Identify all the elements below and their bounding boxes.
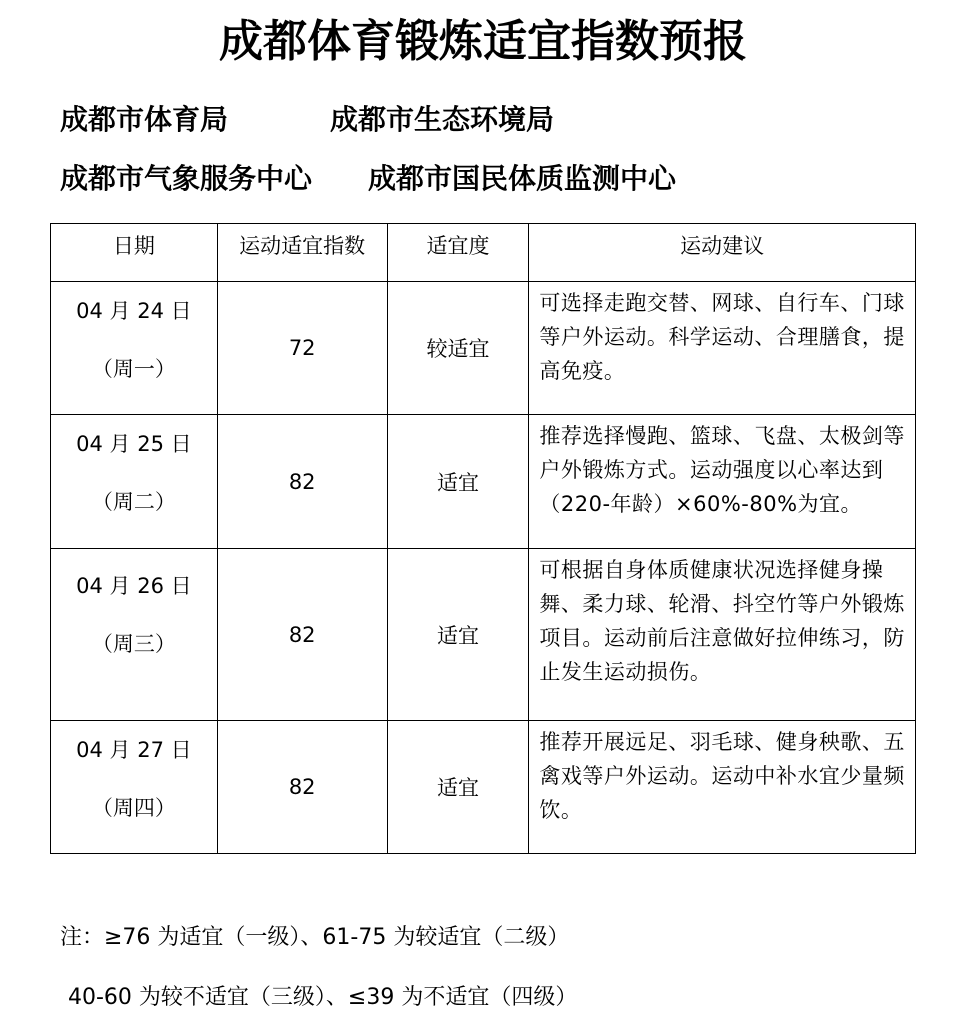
date-text: 04 月 25 日 — [76, 432, 192, 456]
level-cell: 适宜 — [387, 721, 529, 854]
header-date: 日期 — [51, 224, 218, 282]
table-row — [51, 282, 916, 415]
weekday-text: （周一） — [91, 357, 176, 381]
table-row — [51, 721, 916, 854]
date-cell — [51, 282, 218, 415]
org-ecology-bureau: 成都市生态环境局 — [330, 103, 555, 136]
header-index: 运动适宜指数 — [217, 224, 387, 282]
note-line-1: 注：≥76 为适宜（一级）、61-75 为较适宜（二级） — [60, 925, 570, 950]
index-cell: 82 — [217, 549, 387, 721]
date-cell — [51, 721, 218, 854]
index-cell: 72 — [217, 282, 387, 415]
level-cell: 较适宜 — [387, 282, 529, 415]
advice-cell: 推荐开展远足、羽毛球、健身秧歌、五禽戏等户外运动。运动中补水宜少量频饮。 — [529, 721, 916, 854]
page-title: 成都体育锻炼适宜指数预报 — [219, 16, 747, 67]
note-line-2: 40-60 为较不适宜（三级）、≤39 为不适宜（四级） — [68, 985, 578, 1010]
table-row — [51, 415, 916, 549]
table-header-row — [51, 224, 916, 282]
forecast-table — [50, 223, 916, 854]
org-fitness-monitoring-center: 成都市国民体质监测中心 — [368, 162, 677, 195]
date-text: 04 月 27 日 — [76, 738, 192, 762]
header-suitability: 适宜度 — [387, 224, 529, 282]
index-cell: 82 — [217, 721, 387, 854]
advice-cell: 可选择走跑交替、网球、自行车、门球等户外运动。科学运动、合理膳食，提高免疫。 — [529, 282, 916, 415]
index-cell: 82 — [217, 415, 387, 549]
org-sports-bureau: 成都市体育局 — [60, 103, 229, 136]
date-text: 04 月 26 日 — [76, 574, 192, 598]
date-cell — [51, 549, 218, 721]
org-meteorology-center: 成都市气象服务中心 — [60, 162, 313, 195]
weekday-text: （周三） — [91, 632, 176, 656]
date-cell — [51, 415, 218, 549]
advice-cell: 可根据自身体质健康状况选择健身操舞、柔力球、轮滑、抖空竹等户外锻炼项目。运动前后注意做好拉伸练习，防止发生运动损伤。 — [529, 549, 916, 721]
level-cell: 适宜 — [387, 415, 529, 549]
table-row — [51, 549, 916, 721]
advice-cell: 推荐选择慢跑、篮球、飞盘、太极剑等户外锻炼方式。运动强度以心率达到（220-年龄）×60%-80%为宜。 — [529, 415, 916, 549]
level-cell: 适宜 — [387, 549, 529, 721]
date-text: 04 月 24 日 — [76, 299, 192, 323]
weekday-text: （周二） — [91, 490, 176, 514]
header-advice: 运动建议 — [529, 224, 916, 282]
weekday-text: （周四） — [91, 796, 176, 820]
